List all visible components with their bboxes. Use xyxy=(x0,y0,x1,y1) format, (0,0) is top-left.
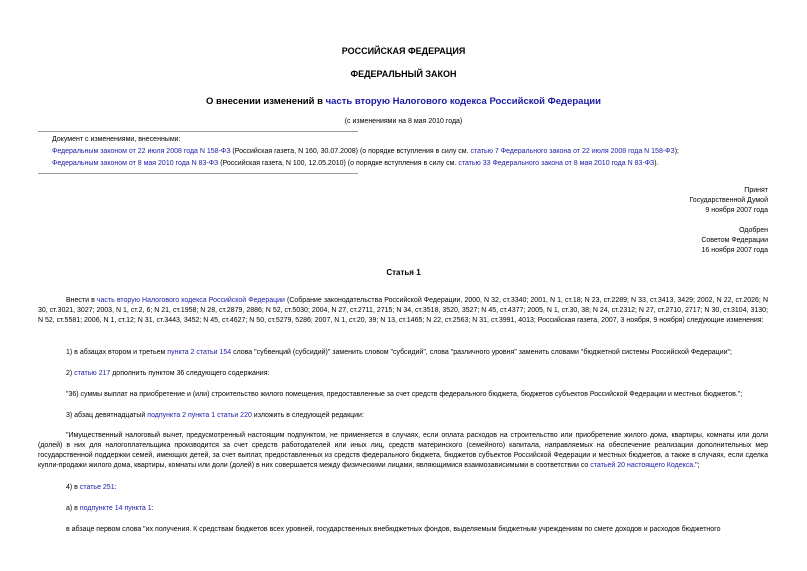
p6-text-a: "Имущественный налоговый вычет, предусмотренный настоящим подпунктом, не применяется в случаях, если оплата расходов на строительство или приобретение жилого дома, квартиры, комнаты или доли (долей) в них для налогоплательщика производится за счет средств работодателей или иных лиц, средств материнского (семейного) капитала, направляемых на обеспечение реализации дополнительных мер государственной поддержки семей, имеющих детей, за счет выплат, предоставленных из средств федерального бюджета, бюджетов субъектов Российской Федерации и местных бюджетов, а также в случаях, если сделка купли-продажи жилого дома, квартиры, комнаты или доли (долей) в них совершается между физическими лицами, являющимися взаимозависимыми в соответствии со xyxy=(38,432,768,469)
paragraph-item-1 xyxy=(66,348,768,358)
paragraph-item-2 xyxy=(66,369,768,379)
p5-text-a: 3) абзац девятнадцатый xyxy=(66,412,148,419)
changes-line-2-end: ). xyxy=(654,160,659,167)
link-law-158fz[interactable]: Федеральным законом от 22 июля 2008 года N 158-ФЗ xyxy=(52,148,231,155)
council-label: Советом Федерации xyxy=(701,237,768,244)
document-title xyxy=(0,96,807,107)
changes-line-2 xyxy=(52,158,772,170)
title-prefix: О внесении изменений в xyxy=(206,96,326,107)
paragraph-item-3 xyxy=(66,411,768,421)
p6-text-b: ."; xyxy=(693,462,700,469)
changes-block xyxy=(52,134,772,170)
country-heading: РОССИЙСКАЯ ФЕДЕРАЦИЯ xyxy=(341,46,466,56)
paragraph-item-4 xyxy=(66,483,768,493)
p7-text-a: 4) в xyxy=(66,484,80,491)
paragraph-intro xyxy=(38,296,768,326)
p1-text-b: (Собрание законодательства Российской Федерации, 2000, N 32, ст.3340; 2001, N 1, ст.18; N 23, ст.2289; N 33, ст.3413, 3429; 2002, N 22, ст.2026; N 30, ст.3021, 3027; 2003, N 1, ст.2, 6; N 21, ст.1958; N 28, ст.2879, 2886; N 52, ст.5030; 2004, N 27, ст.2711, 2715; N 34, ст.3518, 3520, 3527; N 45, ст.4377; 2005, N 1, ст.30, 38; N 24, ст.2312; N 27, ст.2710, 2717; N 30, ст.3104, 3130; N 52, ст.5581; 2006, N 1, ст.12; N 31, ст.3443, 3452; N 45, ст.4627; N 50, ст.5279, 5286; 2007, N 1, ст.20, 39; N 13, ст.1465; N 22, ст.2563; N 31, ст.3991, 4013; Российская газета, 2007, 3 ноября, 9 ноября) следующие изменения: xyxy=(38,297,768,324)
article-title: Статья 1 xyxy=(386,268,421,277)
p3-text-b: дополнить пунктом 36 следующего содержания: xyxy=(110,370,270,377)
changes-line-1 xyxy=(52,146,772,158)
p8-text-b: : xyxy=(151,505,154,512)
changes-intro: Документ с изменениями, внесенными: xyxy=(52,136,181,143)
p5-text-b: изложить в следующей редакции: xyxy=(251,412,364,419)
link-subparagraph-14[interactable]: подпункте 14 пункта 1 xyxy=(79,505,152,512)
p2-text-a: 1) в абзацах втором и третьем xyxy=(66,349,168,356)
link-article-251[interactable]: статье 251 xyxy=(79,484,115,491)
changes-line-2-text: (Российская газета, N 100, 12.05.2010) (о порядке вступления в силу см. xyxy=(218,160,459,167)
link-article-33-83fz[interactable]: статью 33 Федерального закона от 8 мая 2010 года N 83-ФЗ xyxy=(458,160,655,167)
link-article-20[interactable]: статьей 20 настоящего Кодекса xyxy=(590,462,694,469)
adoption-duma xyxy=(568,186,768,216)
changes-top-rule xyxy=(38,131,358,132)
link-article-154[interactable]: пункта 2 статьи 154 xyxy=(167,349,232,356)
link-article-7-158fz[interactable]: статью 7 Федерального закона от 22 июля 2008 года N 158-ФЗ xyxy=(470,148,675,155)
law-type-heading: ФЕДЕРАЛЬНЫЙ ЗАКОН xyxy=(350,69,457,79)
edition-note: (с изменениями на 8 мая 2010 года) xyxy=(344,118,463,125)
paragraph-first-words: в абзаце первом слова "их получения. К средствам бюджетов всех уровней, государственных внебюджетных фондов, выделяемым бюджетным учреждениям по смете доходов и расходов бюджетного xyxy=(66,526,721,533)
council-date: 16 ноября 2007 года xyxy=(701,247,768,254)
title-link-tax-code[interactable]: часть вторую Налогового кодекса Российской Федерации xyxy=(325,96,601,107)
changes-line-1-text: (Российская газета, N 160, 30.07.2008) (о порядке вступления в силу см. xyxy=(230,148,471,155)
adoption-council xyxy=(568,226,768,256)
link-article-217[interactable]: статью 217 xyxy=(74,370,111,377)
duma-label: Государственной Думой xyxy=(689,197,768,204)
p8-text-a: а) в xyxy=(66,505,80,512)
p7-text-b: : xyxy=(114,484,117,491)
link-article-220[interactable]: подпункта 2 пункта 1 статьи 220 xyxy=(147,412,252,419)
approved-label: Одобрен xyxy=(739,227,768,234)
changes-line-1-end: ); xyxy=(674,148,679,155)
duma-date: 9 ноября 2007 года xyxy=(705,207,768,214)
accepted-label: Принят xyxy=(744,187,768,194)
link-tax-code-part-two[interactable]: часть вторую Налогового кодекса Российской Федерации xyxy=(96,297,285,304)
p3-text-a: 2) xyxy=(66,370,75,377)
p2-text-b: слова "субвенций (субсидий)" заменить словом "субсидий", слова "различного уровня" заменить словами "бюджетной системы Российской Федерации"; xyxy=(231,349,732,356)
link-law-83fz[interactable]: Федеральным законом от 8 мая 2010 года N 83-ФЗ xyxy=(52,160,219,167)
paragraph-item-36: "36) суммы выплат на приобретение и (или) строительство жилого помещения, предоставленные за счет средств федерального бюджета, бюджетов субъектов Российской Федерации и местных бюджетов."; xyxy=(66,391,743,398)
paragraph-property-deduction xyxy=(38,431,768,471)
p1-text-a: Внести в xyxy=(66,297,97,304)
changes-bottom-rule xyxy=(38,173,358,174)
paragraph-item-a xyxy=(66,504,768,514)
